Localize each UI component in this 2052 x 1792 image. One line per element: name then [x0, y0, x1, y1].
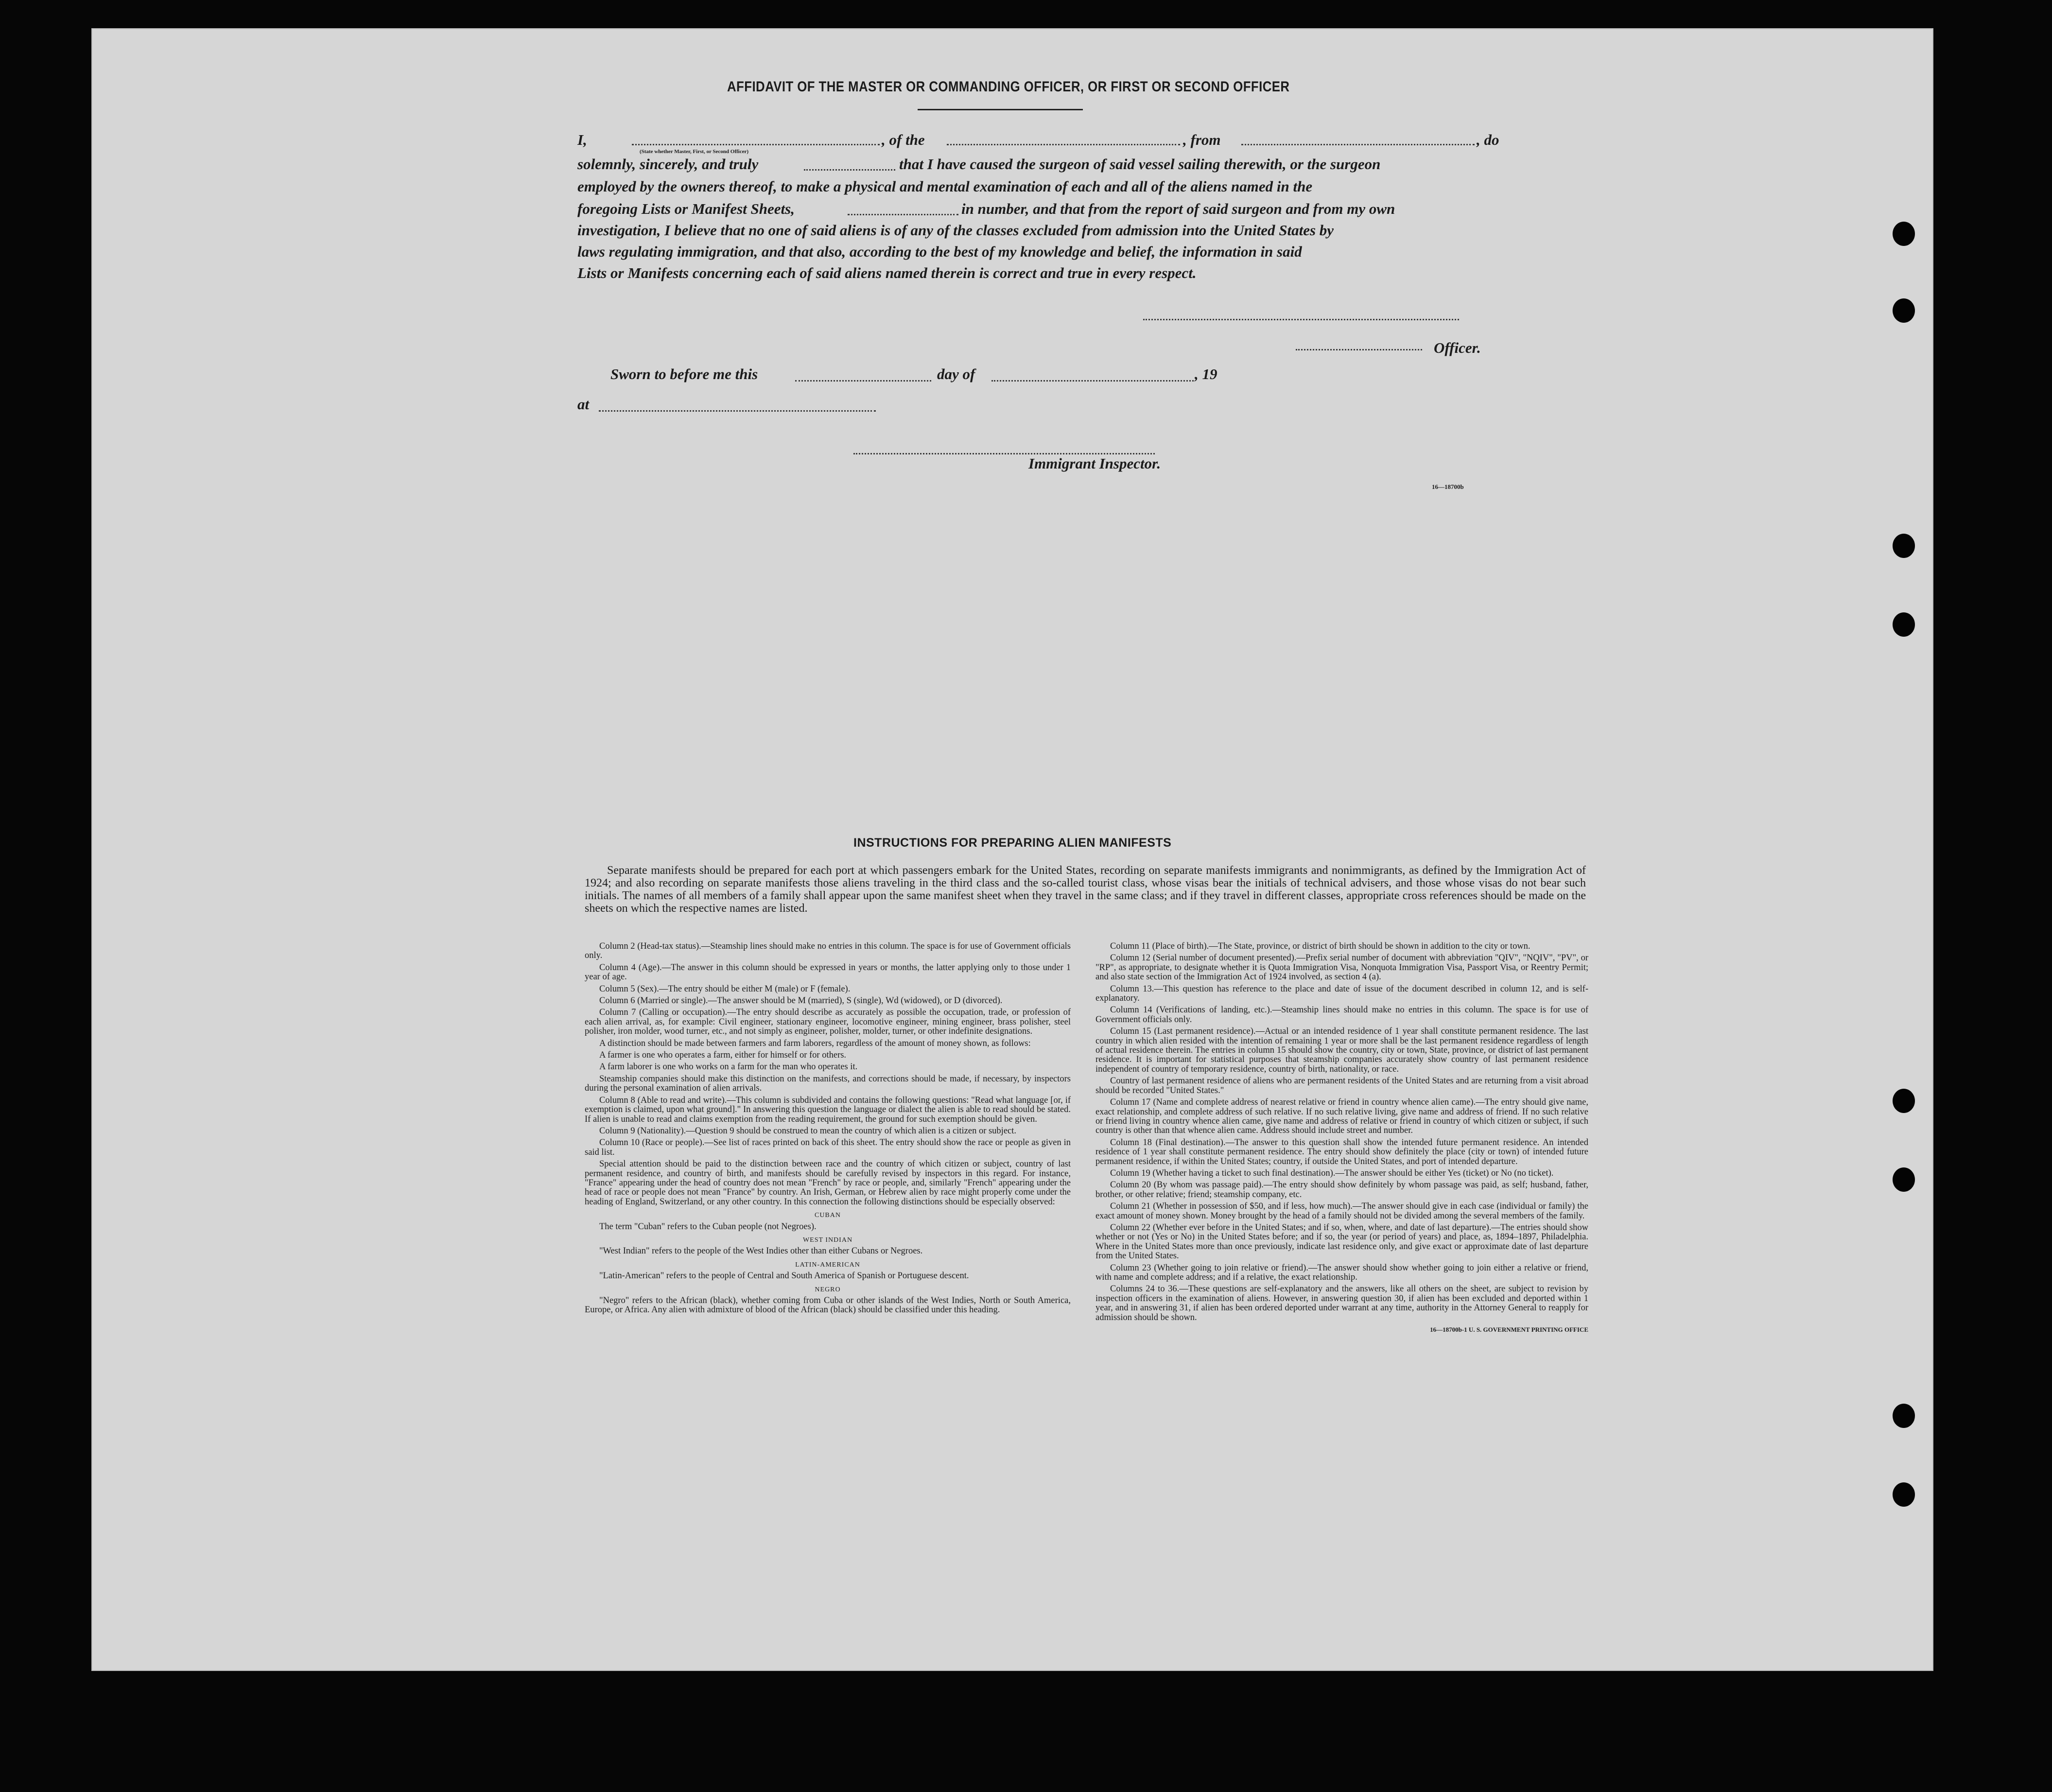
year-label: , 19: [1195, 365, 1217, 383]
instructions-column-left: [585, 942, 1071, 1318]
at-label: at: [577, 396, 590, 413]
text-lists: Lists or Manifests concerning each of said aliens named therein is correct and true in every respect.: [577, 264, 1197, 281]
instructions-intro: Separate manifests should be prepared for each port at which passengers embark for the United States, recording on separate manifests immigrants and nonimmigrants, as defined by the Immigration Act of 1924; and also recording on separate manifests those aliens traveling in the third class and the so-called tourist class, whose visas bear the initials of technical advisers, and those whose visas do not bear such initials. The names of all members of a family shall appear upon the same manifest sheet when they travel in the same class; and if they travel in different classes, appropriate cross references should be made on the sheets on which the respective names are listed.: [585, 864, 1586, 915]
signature-blank-1: [1143, 319, 1459, 320]
text-of-the: , of the: [882, 131, 925, 148]
binding-hole: [1893, 298, 1915, 323]
binding-hole: [1893, 1404, 1915, 1428]
month-blank: [991, 380, 1194, 382]
place-blank: [599, 410, 876, 412]
instructions-title: INSTRUCTIONS FOR PREPARING ALIEN MANIFESTS: [853, 836, 1172, 850]
instruction-paragraph: Columns 24 to 36.—These questions are self-explanatory and the answers, like all others on the sheet, are subject to revision by inspection officers in the examination of aliens. However, in answering question 30, if alien has been excluded and deported within 1 year, and in answering 31, if alien has been ordered deported under warrant at any time, authority in the Attorney General to reapply for admission should be shown.: [1096, 1284, 1588, 1322]
inspector-signature-blank: [853, 453, 1155, 454]
west-indian-heading: WEST INDIAN: [802, 1236, 853, 1244]
number-blank: [848, 214, 958, 215]
instruction-paragraph: Column 20 (By whom was passage paid).—The entry should show definitely by whom passage was paid, as self; husband, father, brother, or other relative; friend; steamship company, etc.: [1096, 1180, 1588, 1200]
port-from-blank: [1241, 144, 1475, 145]
instruction-paragraph: Column 14 (Verifications of landing, etc.).—Steamship lines should make no entries in this column. The space is for use of Government officials only.: [1096, 1005, 1588, 1025]
instruction-paragraph: Country of last permanent residence of aliens who are permanent residents of the United States and are returning from a visit abroad should be recorded "United States.": [1096, 1076, 1588, 1096]
day-of-label: day of: [937, 365, 975, 383]
sworn-day-blank: [795, 380, 931, 382]
oath-blank: [804, 169, 895, 171]
instruction-paragraph: Column 7 (Calling or occupation).—The entry should describe as accurately as possible the occupation, trade, or profession of each alien arrival, as, for example: Civil engineer, stationary engineer, locomotive engineer, mining engineer, brass polisher, steel polisher, iron molder, wood turner, etc., and not simply as engineer, polisher, molder, turner, or other indefinite designations.: [585, 1008, 1071, 1037]
instruction-paragraph: Column 18 (Final destination).—The answer to this question shall show the intended future permanent residence. An intended residence of 1 year shall constitute permanent residence. The entry should show definitely the place (city or town) of intended future permanent residence, if within the United States; country, if outside the United States, and port of intended departure.: [1096, 1137, 1588, 1166]
text-from: , from: [1183, 131, 1221, 148]
affidavit-line-1: [577, 131, 587, 149]
instruction-paragraph: Column 13.—This question has reference to the place and date of issue of the document described in column 12, and is self-explanatory.: [1096, 984, 1588, 1004]
cuban-heading: CUBAN: [814, 1212, 841, 1219]
title-underline: [918, 109, 1083, 110]
west-indian-definition: "West Indian" refers to the people of the West Indies other than either Cubans or Negroes.: [599, 1246, 923, 1256]
binding-hole: [1893, 612, 1915, 637]
binding-hole: [1893, 222, 1915, 246]
latin-american-definition: "Latin-American" refers to the people of Central and South America of Spanish or Portuguese descent.: [599, 1271, 969, 1281]
text-solemnly: solemnly, sincerely, and truly: [577, 156, 759, 173]
instruction-paragraph: Column 8 (Able to read and write).—This column is subdivided and contains the following questions: "Read what language [or, if exemption is claimed, upon what ground]." In answering this question the language or dialect the alien is able to read should be stated. If alien is unable to read and claims exemption from the reading requirement, the ground for such exemption should be given.: [585, 1095, 1071, 1124]
instructions-column-right: [1096, 942, 1588, 1337]
instruction-paragraph: Column 21 (Whether in possession of $50, and if less, how much).—The answer should give in each case (individual or family) the exact amount of money shown. Money brought by the head of a family should not be divided among the several members of the family.: [1096, 1201, 1588, 1221]
cuban-definition: The term "Cuban" refers to the Cuban people (not Negroes).: [599, 1221, 817, 1232]
text-investigation: investigation, I believe that no one of said aliens is of any of the classes excluded from admission into the United States by: [577, 222, 1334, 239]
instruction-paragraph: A farm laborer is one who works on a farm for the man who operates it.: [599, 1062, 858, 1072]
instruction-paragraph: Column 12 (Serial number of document presented).—Prefix serial number of document with abbreviation "QIV", "NQIV", "PV", or "RP", as appropriate, to designate whether it is Quota Immigration Visa, Nonquota Immigration Visa, Passport Visa, or Reentry Permit; and also state section of the Immigration Act of 1924 involved, as section 4 (a).: [1096, 953, 1588, 982]
manifest-sheet: [91, 28, 1933, 1671]
instruction-paragraph: Column 15 (Last permanent residence).—Actual or an intended residence of 1 year shall constitute permanent residence. The last country in which alien resided with the intention of remaining 1 year or more shall be the last permanent residence regardless of length of actual residence therein. The entries in column 15 should show the country, city or town, State, province, or district of last permanent residence. It is important for statistical purposes that steamship companies accurately show country of last permanent residence independent of country of temporary residence, country of birth, nationality, or race.: [1096, 1026, 1588, 1074]
instruction-paragraph: Column 4 (Age).—The answer in this column should be expressed in years or months, the latter applying only to those under 1 year of age.: [585, 962, 1071, 982]
instruction-paragraph: Column 5 (Sex).—The entry should be either M (male) or F (female).: [599, 984, 851, 994]
instruction-paragraph: Column 23 (Whether going to join relative or friend).—The answer should show whether going to join either a relative or friend, with name and complete address; and if a relative, the exact relationship.: [1096, 1263, 1588, 1282]
instruction-paragraph: Column 19 (Whether having a ticket to such final destination).—The answer should be either Yes (ticket) or No (no ticket).: [1110, 1168, 1554, 1178]
signature-blank-2: [1296, 349, 1422, 350]
sworn-label: Sworn to before me this: [610, 365, 758, 383]
instruction-paragraph: Special attention should be paid to the distinction between race and the country of which citizen or subject, country of last permanent residence, and country of birth, and manifests should be carefully revised by inspectors in this regard. For instance, "France" appearing under the head of country does not mean "French" by race or people, and, similarly "French" appearing under the head of race or people does not mean "France" by country. An Irish, German, or Hebrew alien by race might properly come under the heading of England, Switzerland, or any other country. In this connection the following distinctions should be especially observed:: [585, 1159, 1071, 1207]
text-surgeon: that I have caused the surgeon of said vessel sailing therewith, or the surgeon: [899, 156, 1381, 173]
text-employed: employed by the owners thereof, to make a physical and mental examination of each and all of the aliens named in the: [577, 178, 1313, 195]
affidavit-form-code: 16—18700b: [1432, 483, 1464, 490]
binding-hole: [1893, 1167, 1915, 1192]
latin-american-heading: LATIN-AMERICAN: [795, 1261, 860, 1269]
instruction-paragraph: Column 10 (Race or people).—See list of races printed on back of this sheet. The entry should show the race or people as given in said list.: [585, 1138, 1071, 1157]
text-in-number: in number, and that from the report of said surgeon and from my own: [961, 200, 1395, 217]
binding-hole: [1893, 1482, 1915, 1507]
officer-label: Officer.: [1434, 339, 1481, 356]
instruction-paragraph: Column 22 (Whether ever before in the United States; and if so, when, where, and date of last departure).—The entries should show whether or not (Yes or No) in the United States before; and if so, the year (or period of years) and place, as, 1894–1897, Philadelphia. Where in the United States more than once previously, indicate last residence only, and give exact or approximate date of last departure from the United States.: [1096, 1222, 1588, 1261]
instruction-paragraph: Column 17 (Name and complete address of nearest relative or friend in country whence alien came).—The entry should give name, exact relationship, and complete address of such relative. If no such relative living, give name and address of friend. If no such relative or friend living in country whence alien came, give name and address of relative or friend in country of which citizen or subject, if such country is other than that whence alien came. Address should include street and number.: [1096, 1097, 1588, 1136]
text-i: I,: [577, 131, 587, 148]
negro-definition: "Negro" refers to the African (black), whether coming from Cuba or other islands of the West Indies, North or South America, Europe, or Africa. Any alien with admixture of blood of the African (black) should be classified under this heading.: [585, 1296, 1071, 1315]
instruction-paragraph: Column 9 (Nationality).—Question 9 should be construed to mean the country of which alien is a citizen or subject.: [599, 1126, 1017, 1136]
instruction-paragraph: Column 6 (Married or single).—The answer should be M (married), S (single), Wd (widowed), or D (divorced).: [599, 996, 1003, 1006]
instruction-paragraph: A farmer is one who operates a farm, either for himself or for others.: [599, 1050, 847, 1061]
vessel-name-blank: [947, 144, 1180, 145]
affidavit-title: AFFIDAVIT OF THE MASTER OR COMMANDING OFFICER, OR FIRST OR SECOND OFFICER: [727, 79, 1290, 95]
text-laws: laws regulating immigration, and that also, according to the best of my knowledge and belief, the information in said: [577, 243, 1302, 260]
officer-rank-blank: [632, 144, 880, 145]
negro-heading: NEGRO: [815, 1286, 841, 1293]
instructions-footer-code: 16—18700b-1 U. S. GOVERNMENT PRINTING OFFICE: [1430, 1326, 1588, 1334]
binding-hole: [1893, 534, 1915, 558]
state-note: (State whether Master, First, or Second Officer): [640, 149, 749, 155]
inspector-label: Immigrant Inspector.: [1028, 455, 1161, 472]
instruction-paragraph: Steamship companies should make this distinction on the manifests, and corrections should be made, if necessary, by inspectors during the personal examination of alien arrivals.: [585, 1074, 1071, 1094]
text-foregoing: foregoing Lists or Manifest Sheets,: [577, 200, 795, 217]
instruction-paragraph: Column 2 (Head-tax status).—Steamship lines should make no entries in this column. The space is for use of Government officials only.: [585, 941, 1071, 961]
instruction-paragraph: A distinction should be made between farmers and farm laborers, regardless of the amount of money shown, as follows:: [599, 1038, 1031, 1048]
text-do: , do: [1477, 131, 1499, 148]
binding-hole: [1893, 1089, 1915, 1113]
instruction-paragraph: Column 11 (Place of birth).—The State, province, or district of birth should be shown in addition to the city or town.: [1110, 941, 1530, 951]
